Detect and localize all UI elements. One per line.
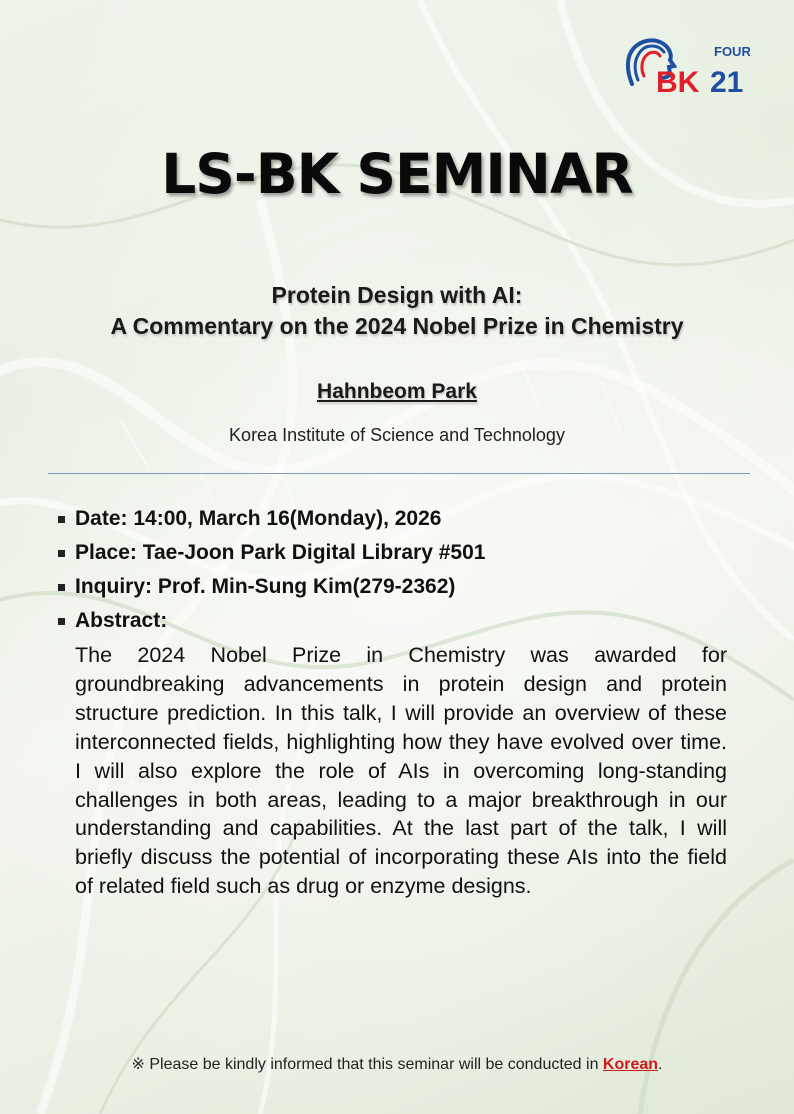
talk-title-line-1: Protein Design with AI: [271, 282, 523, 308]
abstract-label: Abstract: [75, 609, 168, 632]
speaker-affiliation: Korea Institute of Science and Technology [229, 425, 565, 445]
square-bullet-icon [58, 516, 65, 523]
notice-prefix: ※ Please be kindly informed that this seminar will be conducted in [131, 1056, 603, 1073]
talk-title [0, 280, 794, 342]
logo-bk-text: BK [656, 66, 700, 98]
seminar-details [58, 502, 738, 638]
seminar-title: LS-BK SEMINAR [161, 142, 633, 206]
detail-inquiry [58, 570, 738, 604]
detail-place [58, 536, 738, 570]
section-divider [48, 473, 750, 474]
square-bullet-icon [58, 550, 65, 557]
language-notice [0, 1054, 794, 1074]
place-text: Place: Tae-Joon Park Digital Library #501 [75, 541, 486, 564]
notice-suffix: . [658, 1056, 663, 1073]
abstract-text: The 2024 Nobel Prize in Chemistry was awarded for groundbreaking advancements in protein design and protein structure prediction. In this talk, I will provide an overview of these interconnected fields, highlighting how they have evolved over time. I will also explore the role of AIs in overcoming long-standing challenges in both areas, leading to a major breakthrough in our understanding and capabilities. At the last part of the talk, I will briefly discuss the potential of incorporating these AIs into the field of related field such as drug or enzyme designs. [75, 643, 727, 899]
bk21-four-logo [622, 34, 754, 98]
speaker-name: Hahnbeom Park [317, 380, 477, 403]
square-bullet-icon [58, 584, 65, 591]
detail-abstract-label [58, 604, 738, 638]
date-text: Date: 14:00, March 16(Monday), 2026 [75, 507, 442, 530]
logo-21-text: 21 [710, 66, 744, 98]
logo-four-text: FOUR [714, 44, 751, 59]
detail-date [58, 502, 738, 536]
talk-title-line-2: A Commentary on the 2024 Nobel Prize in Chemistry [110, 313, 684, 339]
notice-language: Korean [602, 1056, 659, 1073]
inquiry-text: Inquiry: Prof. Min-Sung Kim(279-2362) [75, 575, 456, 598]
square-bullet-icon [58, 618, 65, 625]
